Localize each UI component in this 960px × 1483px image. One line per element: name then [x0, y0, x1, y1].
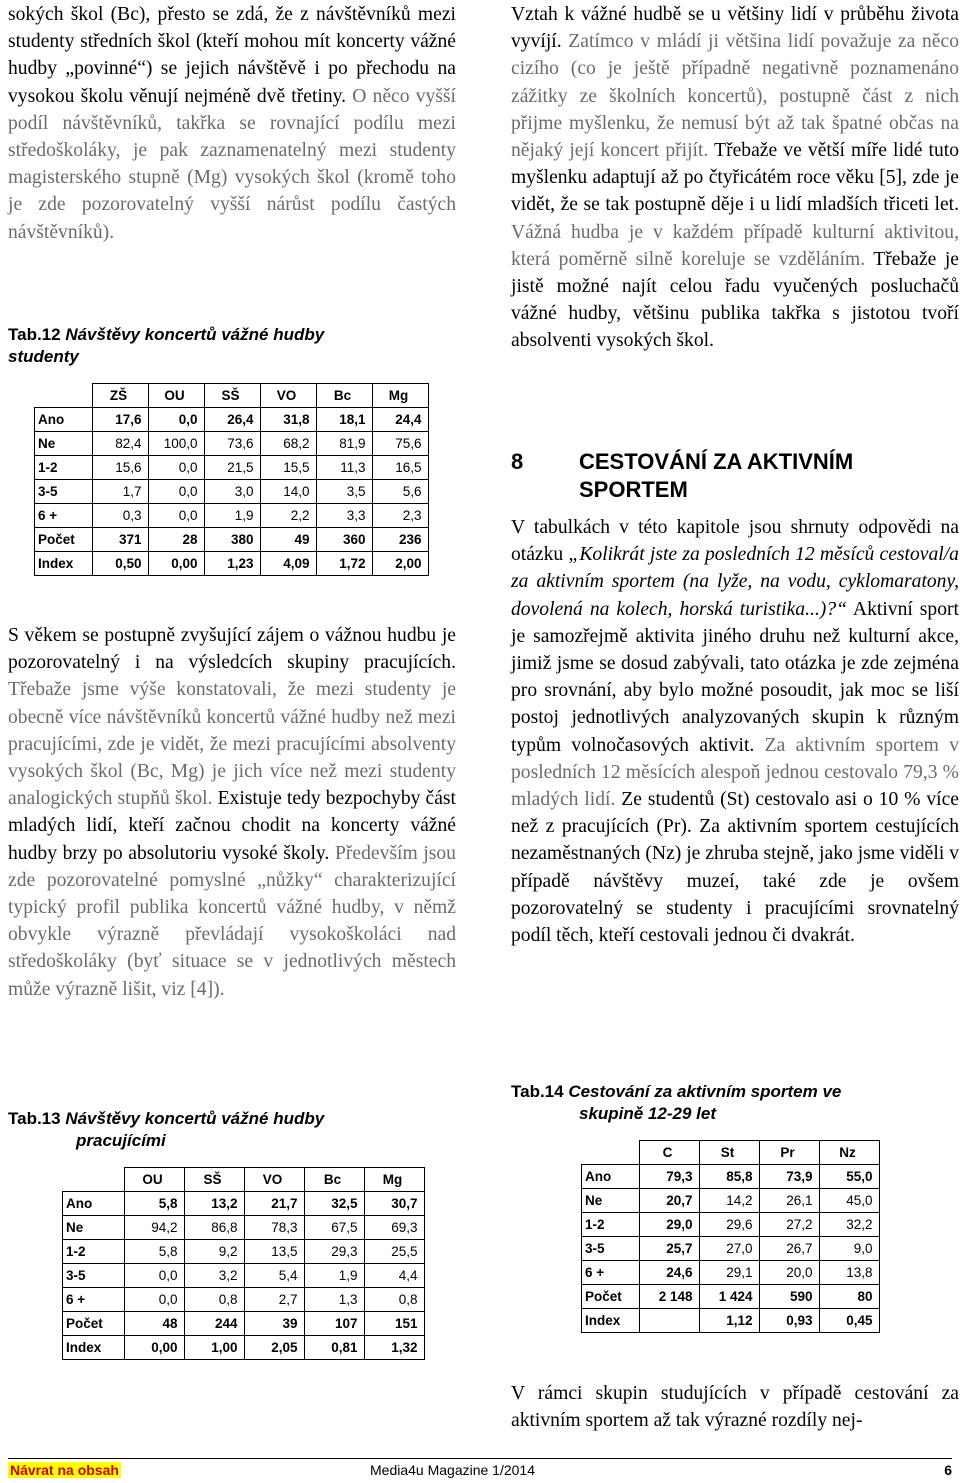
- table-row: [582, 1285, 880, 1309]
- table-12-caption: Tab.12 Návštěvy koncertů vážné hudby studenty: [8, 325, 325, 366]
- page-number: 6: [944, 1462, 952, 1478]
- table-cell: 0,81: [304, 1336, 364, 1360]
- table-cell: 2 148: [639, 1285, 699, 1309]
- table-cell: 24,4: [372, 408, 428, 432]
- table-cell: 29,6: [699, 1213, 759, 1237]
- row-label: Počet: [35, 528, 93, 552]
- table-14-caption: Tab.14 Cestování za aktivním sportem ve skupině 12-29 let: [511, 1082, 842, 1123]
- table-row: [582, 1189, 880, 1213]
- table-row: [582, 1213, 880, 1237]
- table-header-row: [35, 384, 429, 408]
- table-cell: 14,0: [260, 480, 316, 504]
- left-paragraph-1: sokých škol (Bc), přesto se zdá, že z návštěvníků mezi studenty středních škol (kteří mohou mít koncerty vážné hudby „povinné“) se jejich návštěvě i po přechodu na vysokou školu věnují nejméně dvě třetiny. O něco vyšší podíl návštěvníků, takřka se rovnající podílu mezi středoškoláky, je pak zaznamenatelný mezi studenty magisterského stupně (Mg) vysokých škol (kromě toho je zde pozorovatelný vyšší nárůst podílu častých návštěvníků).: [8, 4, 457, 243]
- table-cell: 73,9: [759, 1165, 819, 1189]
- column-header: Bc: [316, 384, 372, 408]
- table-cell: 85,8: [699, 1165, 759, 1189]
- table-cell: 25,7: [639, 1237, 699, 1261]
- table-corner: [35, 384, 93, 408]
- table-cell: 1,23: [204, 552, 260, 576]
- table-cell: 26,1: [759, 1189, 819, 1213]
- table-cell: 80: [819, 1285, 879, 1309]
- table-cell: 32,5: [304, 1192, 364, 1216]
- table-cell: 29,3: [304, 1240, 364, 1264]
- table-cell: 20,0: [759, 1261, 819, 1285]
- table-cell: 68,2: [260, 432, 316, 456]
- column-header: ZŠ: [92, 384, 148, 408]
- column-header: OU: [148, 384, 204, 408]
- row-label: Ano: [63, 1192, 125, 1216]
- row-label: Ano: [582, 1165, 640, 1189]
- section-number: 8: [511, 449, 524, 474]
- row-label: Index: [582, 1309, 640, 1333]
- table-cell: 28: [148, 528, 204, 552]
- right-paragraph-2: V tabulkách v této kapitole jsou shrnuty odpovědi na otázku „Kolikrát jste za posledních 12 měsíců cestoval/a za aktivním sportem (na lyže, na vodu, cyklomaratony, dovolená na kolech, horská turistika...)?“ Aktivní sport je samozřejmě aktivita jiného druhu než kulturní akce, jimiž jsme se dosud zabývali, tato otázka je zde zejména pro srovnání, aby bylo možné posoudit, jak moc se liší postoj jednotlivých analyzovaných skupin k různým typům volnočasových aktivit. Za aktivním sportem v posledních 12 měsících alespoň jednou cestovalo 79,3 % mladých lidí. Ze studentů (St) cestovalo asi o 10 % více než z pracujících (Pr). Za aktivním sportem cestujících nezaměstnaných (Nz) je zhruba stejně, jako jsme viděli v případě návštěvy muzeí, také zde je ovšem pozorovatelný se studenty i pracujícími srovnatelný podíl těch, kteří cestovali jednou či dvakrát.: [511, 517, 959, 947]
- table-cell: 39: [244, 1312, 304, 1336]
- table-cell: 15,5: [260, 456, 316, 480]
- table-cell: 15,6: [92, 456, 148, 480]
- column-header: Mg: [364, 1168, 424, 1192]
- table-cell: 3,3: [316, 504, 372, 528]
- table-cell: 0,93: [759, 1309, 819, 1333]
- table-cell: 2,7: [244, 1288, 304, 1312]
- table-cell: 1,12: [699, 1309, 759, 1333]
- table-cell: 1,9: [204, 504, 260, 528]
- table-header-row: [582, 1141, 880, 1165]
- table-cell: 31,8: [260, 408, 316, 432]
- table-cell: 30,7: [364, 1192, 424, 1216]
- row-label: Ano: [35, 408, 93, 432]
- table-cell: 380: [204, 528, 260, 552]
- table-cell: 0,45: [819, 1309, 879, 1333]
- table-cell: 0,3: [92, 504, 148, 528]
- table-row: [582, 1309, 880, 1333]
- table-14: [581, 1140, 880, 1333]
- row-label: 6 +: [35, 504, 93, 528]
- footer-divider: [8, 1458, 952, 1459]
- table-cell: 32,2: [819, 1213, 879, 1237]
- table-cell: 1,3: [304, 1288, 364, 1312]
- table-cell: 45,0: [819, 1189, 879, 1213]
- row-label: Ne: [582, 1189, 640, 1213]
- column-header: SŠ: [184, 1168, 244, 1192]
- table-row: [63, 1264, 425, 1288]
- table-cell: 2,05: [244, 1336, 304, 1360]
- table-cell: 17,6: [92, 408, 148, 432]
- row-label: 1-2: [582, 1213, 640, 1237]
- table-cell: 9,0: [819, 1237, 879, 1261]
- section-title: CESTOVÁNÍ ZA AKTIVNÍM SPORTEM: [579, 449, 854, 502]
- table-cell: 360: [316, 528, 372, 552]
- table-cell: 0,0: [124, 1288, 184, 1312]
- table-cell: 151: [364, 1312, 424, 1336]
- table-cell: 2,2: [260, 504, 316, 528]
- table-cell: 11,3: [316, 456, 372, 480]
- table-cell: 1,32: [364, 1336, 424, 1360]
- table-cell: 82,4: [92, 432, 148, 456]
- column-header: C: [639, 1141, 699, 1165]
- table-cell: 0,0: [148, 456, 204, 480]
- table-cell: 20,7: [639, 1189, 699, 1213]
- table-row: [582, 1237, 880, 1261]
- table-row: [582, 1261, 880, 1285]
- table-cell: 73,6: [204, 432, 260, 456]
- table-cell: 79,3: [639, 1165, 699, 1189]
- table-row: [63, 1192, 425, 1216]
- table-cell: 107: [304, 1312, 364, 1336]
- right-paragraph-1: Vztah k vážné hudbě se u většiny lidí v průběhu života vyvíjí. Zatímco v mládí ji většina lidí považuje za něco cizího (co je ještě případně negativně poznamenáno zážitky ze školních koncertů), postupně část z nich přijme myšlenku, že nemusí být až tak špatné občas na nějaký její koncert přijít. Třebaže ve větší míře lidé tuto myšlenku adaptují až po čtyřicátém roce věku [5], zde je vidět, že se tak postupně děje i u lidí mladších třiceti let. Vážná hudba je v každém případě kulturní aktivitou, která poměrně silně koreluje se vzděláním. Třebaže je jistě možné najít celou řadu vyučených posluchačů vážné hudby, většinu publika takřka s jistotou tvoří absolventi vysokých škol.: [511, 4, 959, 352]
- table-cell: 55,0: [819, 1165, 879, 1189]
- table-cell: 48: [124, 1312, 184, 1336]
- back-to-contents-link[interactable]: Návrat na obsah: [10, 1462, 119, 1478]
- table-cell: 3,0: [204, 480, 260, 504]
- table-cell: 0,0: [148, 480, 204, 504]
- table-cell: 0,00: [148, 552, 204, 576]
- table-row: [63, 1288, 425, 1312]
- table-cell: 78,3: [244, 1216, 304, 1240]
- table-cell: 0,0: [148, 504, 204, 528]
- table-corner: [582, 1141, 640, 1165]
- table-row: [35, 504, 429, 528]
- table-cell: 2,00: [372, 552, 428, 576]
- column-header: St: [699, 1141, 759, 1165]
- table-cell: 5,8: [124, 1240, 184, 1264]
- table-cell: 2,3: [372, 504, 428, 528]
- row-label: 3-5: [582, 1237, 640, 1261]
- table-cell: 0,0: [148, 408, 204, 432]
- table-cell: 1,72: [316, 552, 372, 576]
- table-cell: 26,7: [759, 1237, 819, 1261]
- table-cell: 13,5: [244, 1240, 304, 1264]
- column-header: Bc: [304, 1168, 364, 1192]
- table-cell: 0,0: [124, 1264, 184, 1288]
- table-row: [35, 528, 429, 552]
- table-cell: 3,2: [184, 1264, 244, 1288]
- table-row: [35, 552, 429, 576]
- table-cell: 0,8: [364, 1288, 424, 1312]
- table-cell: 27,0: [699, 1237, 759, 1261]
- right-paragraph-3: V rámci skupin studujících v případě cestování za aktivním sportem až tak výrazné rozdíly nej-: [511, 1383, 959, 1432]
- table-cell: 1,9: [304, 1264, 364, 1288]
- column-header: VO: [244, 1168, 304, 1192]
- column-header: Pr: [759, 1141, 819, 1165]
- row-label: 6 +: [582, 1261, 640, 1285]
- table-cell: [639, 1309, 699, 1333]
- table-row: [63, 1312, 425, 1336]
- table-cell: 4,4: [364, 1264, 424, 1288]
- table-cell: 24,6: [639, 1261, 699, 1285]
- table-cell: 0,00: [124, 1336, 184, 1360]
- column-header: VO: [260, 384, 316, 408]
- table-row: [35, 456, 429, 480]
- table-row: [35, 480, 429, 504]
- table-13: [62, 1167, 425, 1360]
- table-13-caption: Tab.13 Návštěvy koncertů vážné hudby pracujícími: [8, 1109, 325, 1150]
- table-cell: 0,50: [92, 552, 148, 576]
- table-cell: 21,5: [204, 456, 260, 480]
- table-cell: 75,6: [372, 432, 428, 456]
- row-label: 6 +: [63, 1288, 125, 1312]
- row-label: 1-2: [63, 1240, 125, 1264]
- table-cell: 1,7: [92, 480, 148, 504]
- table-row: [35, 408, 429, 432]
- table-cell: 1,00: [184, 1336, 244, 1360]
- table-cell: 27,2: [759, 1213, 819, 1237]
- table-12: [34, 383, 429, 576]
- table-cell: 69,3: [364, 1216, 424, 1240]
- row-label: Index: [35, 552, 93, 576]
- table-cell: 16,5: [372, 456, 428, 480]
- table-cell: 81,9: [316, 432, 372, 456]
- row-label: Ne: [63, 1216, 125, 1240]
- column-header: Mg: [372, 384, 428, 408]
- table-cell: 29,1: [699, 1261, 759, 1285]
- column-header: SŠ: [204, 384, 260, 408]
- row-label: Počet: [63, 1312, 125, 1336]
- table-cell: 590: [759, 1285, 819, 1309]
- table-cell: 9,2: [184, 1240, 244, 1264]
- left-paragraph-2: S věkem se postupně zvyšující zájem o vážnou hudbu je pozorovatelný i na výsledcích skupiny pracujících. Třebaže jsme výše konstatovali, že mezi studenty je obecně více návštěvníků koncertů vážné hudby než mezi pracujícími, zde je vidět, že mezi pracujícími absolventy vysokých škol (Bc, Mg) je jich více než mezi studenty analogických stupňů škol. Existuje tedy bezpochyby část mladých lidí, kteří začnou chodit na koncerty vážné hudby brzy po absolutoriu vysoké školy. Především jsou zde pozorovatelné pomyslné „nůžky“ charakterizující typický profil publika koncertů vážné hudby, v němž obvykle výrazně převládají vysokoškoláci nad středoškoláky (byť situace se v jednotlivých městech může výrazně lišit, viz [4]).: [8, 625, 456, 1000]
- table-cell: 25,5: [364, 1240, 424, 1264]
- table-cell: 13,8: [819, 1261, 879, 1285]
- table-header-row: [63, 1168, 425, 1192]
- row-label: Index: [63, 1336, 125, 1360]
- table-cell: 86,8: [184, 1216, 244, 1240]
- table-cell: 4,09: [260, 552, 316, 576]
- row-label: 3-5: [63, 1264, 125, 1288]
- table-cell: 49: [260, 528, 316, 552]
- table-cell: 13,2: [184, 1192, 244, 1216]
- table-cell: 236: [372, 528, 428, 552]
- table-cell: 29,0: [639, 1213, 699, 1237]
- table-cell: 5,6: [372, 480, 428, 504]
- table-cell: 0,8: [184, 1288, 244, 1312]
- column-header: OU: [124, 1168, 184, 1192]
- table-cell: 3,5: [316, 480, 372, 504]
- table-row: [35, 432, 429, 456]
- page-footer: [0, 1458, 960, 1480]
- table-cell: 5,8: [124, 1192, 184, 1216]
- table-cell: 18,1: [316, 408, 372, 432]
- table-cell: 21,7: [244, 1192, 304, 1216]
- row-label: 1-2: [35, 456, 93, 480]
- table-cell: 371: [92, 528, 148, 552]
- column-header: Nz: [819, 1141, 879, 1165]
- table-cell: 5,4: [244, 1264, 304, 1288]
- table-row: [63, 1240, 425, 1264]
- table-row: [63, 1336, 425, 1360]
- table-cell: 244: [184, 1312, 244, 1336]
- table-cell: 26,4: [204, 408, 260, 432]
- row-label: 3-5: [35, 480, 93, 504]
- row-label: Ne: [35, 432, 93, 456]
- magazine-name: Media4u Magazine 1/2014: [370, 1462, 536, 1478]
- table-cell: 100,0: [148, 432, 204, 456]
- table-cell: 1 424: [699, 1285, 759, 1309]
- row-label: Počet: [582, 1285, 640, 1309]
- table-cell: 94,2: [124, 1216, 184, 1240]
- table-row: [582, 1165, 880, 1189]
- table-corner: [63, 1168, 125, 1192]
- table-row: [63, 1216, 425, 1240]
- table-cell: 14,2: [699, 1189, 759, 1213]
- table-cell: 67,5: [304, 1216, 364, 1240]
